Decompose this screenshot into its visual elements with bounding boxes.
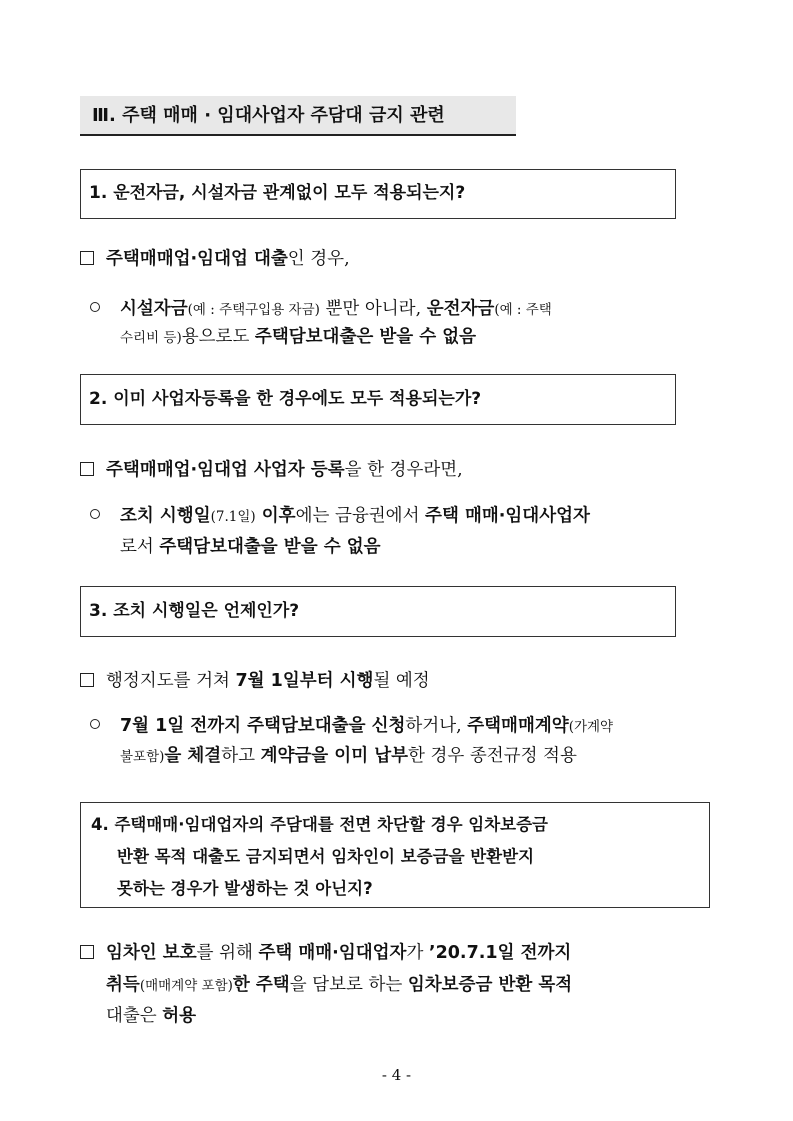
q2-bullet [80, 455, 463, 485]
text-small: (예 : 주택구입용 자금) [187, 302, 320, 318]
q1-sub-line-2 [120, 322, 476, 353]
section-title: Ⅲ. 주택 매매 · 임대사업자 주담대 금지 관련 [80, 96, 516, 136]
question-box-2 [80, 374, 676, 425]
text-bold: 임차인 보호 [106, 943, 197, 963]
q1-bullet-tail: 인 경우, [287, 249, 350, 269]
text: 을 담보로 하는 [289, 975, 408, 995]
question-box-1 [80, 169, 676, 219]
text-bold: 계약금을 이미 납부 [260, 746, 409, 766]
text-bold: 주택 매매·임대사업자 [425, 506, 590, 526]
text-bold: ’20.7.1일 전까지 [428, 943, 572, 963]
text-bold: 운전자금 [426, 299, 495, 319]
text-bold: 한 주택 [232, 975, 290, 995]
text-bold: 시설자금 [120, 299, 188, 319]
text-bold: 주택 매매·임대업자 [258, 943, 407, 963]
text: 가 [406, 943, 429, 963]
square-bullet-icon [80, 251, 94, 265]
circle-bullet-icon [90, 719, 100, 729]
page-number: - 4 - [381, 1066, 412, 1084]
text-small: (예 : 주택 [494, 302, 552, 318]
q2-bullet-bold: 주택매매업·임대업 사업자 등록 [106, 460, 345, 480]
text-bold: 허용 [162, 1006, 197, 1026]
circle-bullet-icon [90, 302, 100, 312]
q3-bullet [80, 666, 430, 696]
text-small: 수리비 등) [120, 330, 182, 346]
text-small: (가계약 [568, 719, 614, 735]
question-2-text: 2. 이미 사업자등록을 한 경우에도 모두 적용되는가? [89, 389, 482, 409]
q1-bullet-bold: 주택매매업·임대업 대출 [106, 249, 288, 269]
text-bold: 7월 1일부터 시행 [235, 671, 374, 691]
text-small: (매매계약 포함) [139, 978, 233, 994]
text: 행정지도를 거쳐 [106, 671, 236, 691]
text: 하거나, [405, 716, 468, 736]
q1-sub-line-1 [90, 294, 552, 325]
q2-sub-line-1 [90, 501, 590, 532]
q3-sub-line-1 [90, 711, 613, 742]
text: 로서 [120, 537, 160, 557]
text: 뿐만 아니라, [319, 299, 427, 319]
text-bold: 을 체결 [164, 746, 222, 766]
question-1-text: 1. 운전자금, 시설자금 관계없이 모두 적용되는지? [89, 183, 466, 203]
text: 하고 [221, 746, 261, 766]
q2-bullet-tail: 을 한 경우라면, [344, 460, 463, 480]
question-4-line-3: 못하는 경우가 발생하는 것 아닌지? [117, 879, 373, 898]
text-bold: 이후 [255, 506, 296, 526]
q3-sub-line-2 [120, 741, 577, 772]
text-bold: 주택담보대출을 받을 수 없음 [159, 537, 381, 557]
text: 용으로도 [181, 327, 255, 347]
question-4-line-1: 4. 주택매매·임대업자의 주담대를 전면 차단할 경우 임차보증금 [91, 815, 548, 834]
circle-bullet-icon [90, 509, 100, 519]
text: 될 예정 [373, 671, 430, 691]
text: 에는 금융권에서 [295, 506, 426, 526]
text-bold: 취득 [106, 975, 140, 995]
question-box-3 [80, 586, 676, 637]
question-4-line-2: 반환 목적 대출도 금지되면서 임차인이 보증금을 반환받지 [117, 847, 535, 866]
square-bullet-icon [80, 673, 94, 687]
question-box-4 [80, 802, 710, 908]
text-bold: 임차보증금 반환 목적 [407, 975, 573, 995]
q4-bullet-line-1 [80, 938, 571, 968]
question-3-text: 3. 조치 시행일은 언제인가? [89, 601, 300, 621]
q4-bullet-line-2 [106, 970, 572, 1001]
text-bold: 주택담보대출은 받을 수 없음 [254, 327, 477, 347]
text: 대출은 [106, 1006, 163, 1026]
text-bold: 조치 시행일 [120, 506, 211, 526]
text-small: (7.1일) [210, 509, 256, 525]
square-bullet-icon [80, 462, 94, 476]
text: 를 위해 [196, 943, 259, 963]
text-bold: 주택매매계약 [467, 716, 569, 736]
text: 한 경우 종전규정 적용 [408, 746, 577, 766]
text-bold: 7월 1일 전까지 주택담보대출을 신청 [120, 716, 406, 736]
q4-bullet-line-3 [106, 1001, 196, 1031]
text-small: 불포함) [120, 749, 165, 765]
q1-bullet [80, 244, 350, 274]
q2-sub-line-2 [120, 532, 381, 562]
square-bullet-icon [80, 945, 94, 959]
